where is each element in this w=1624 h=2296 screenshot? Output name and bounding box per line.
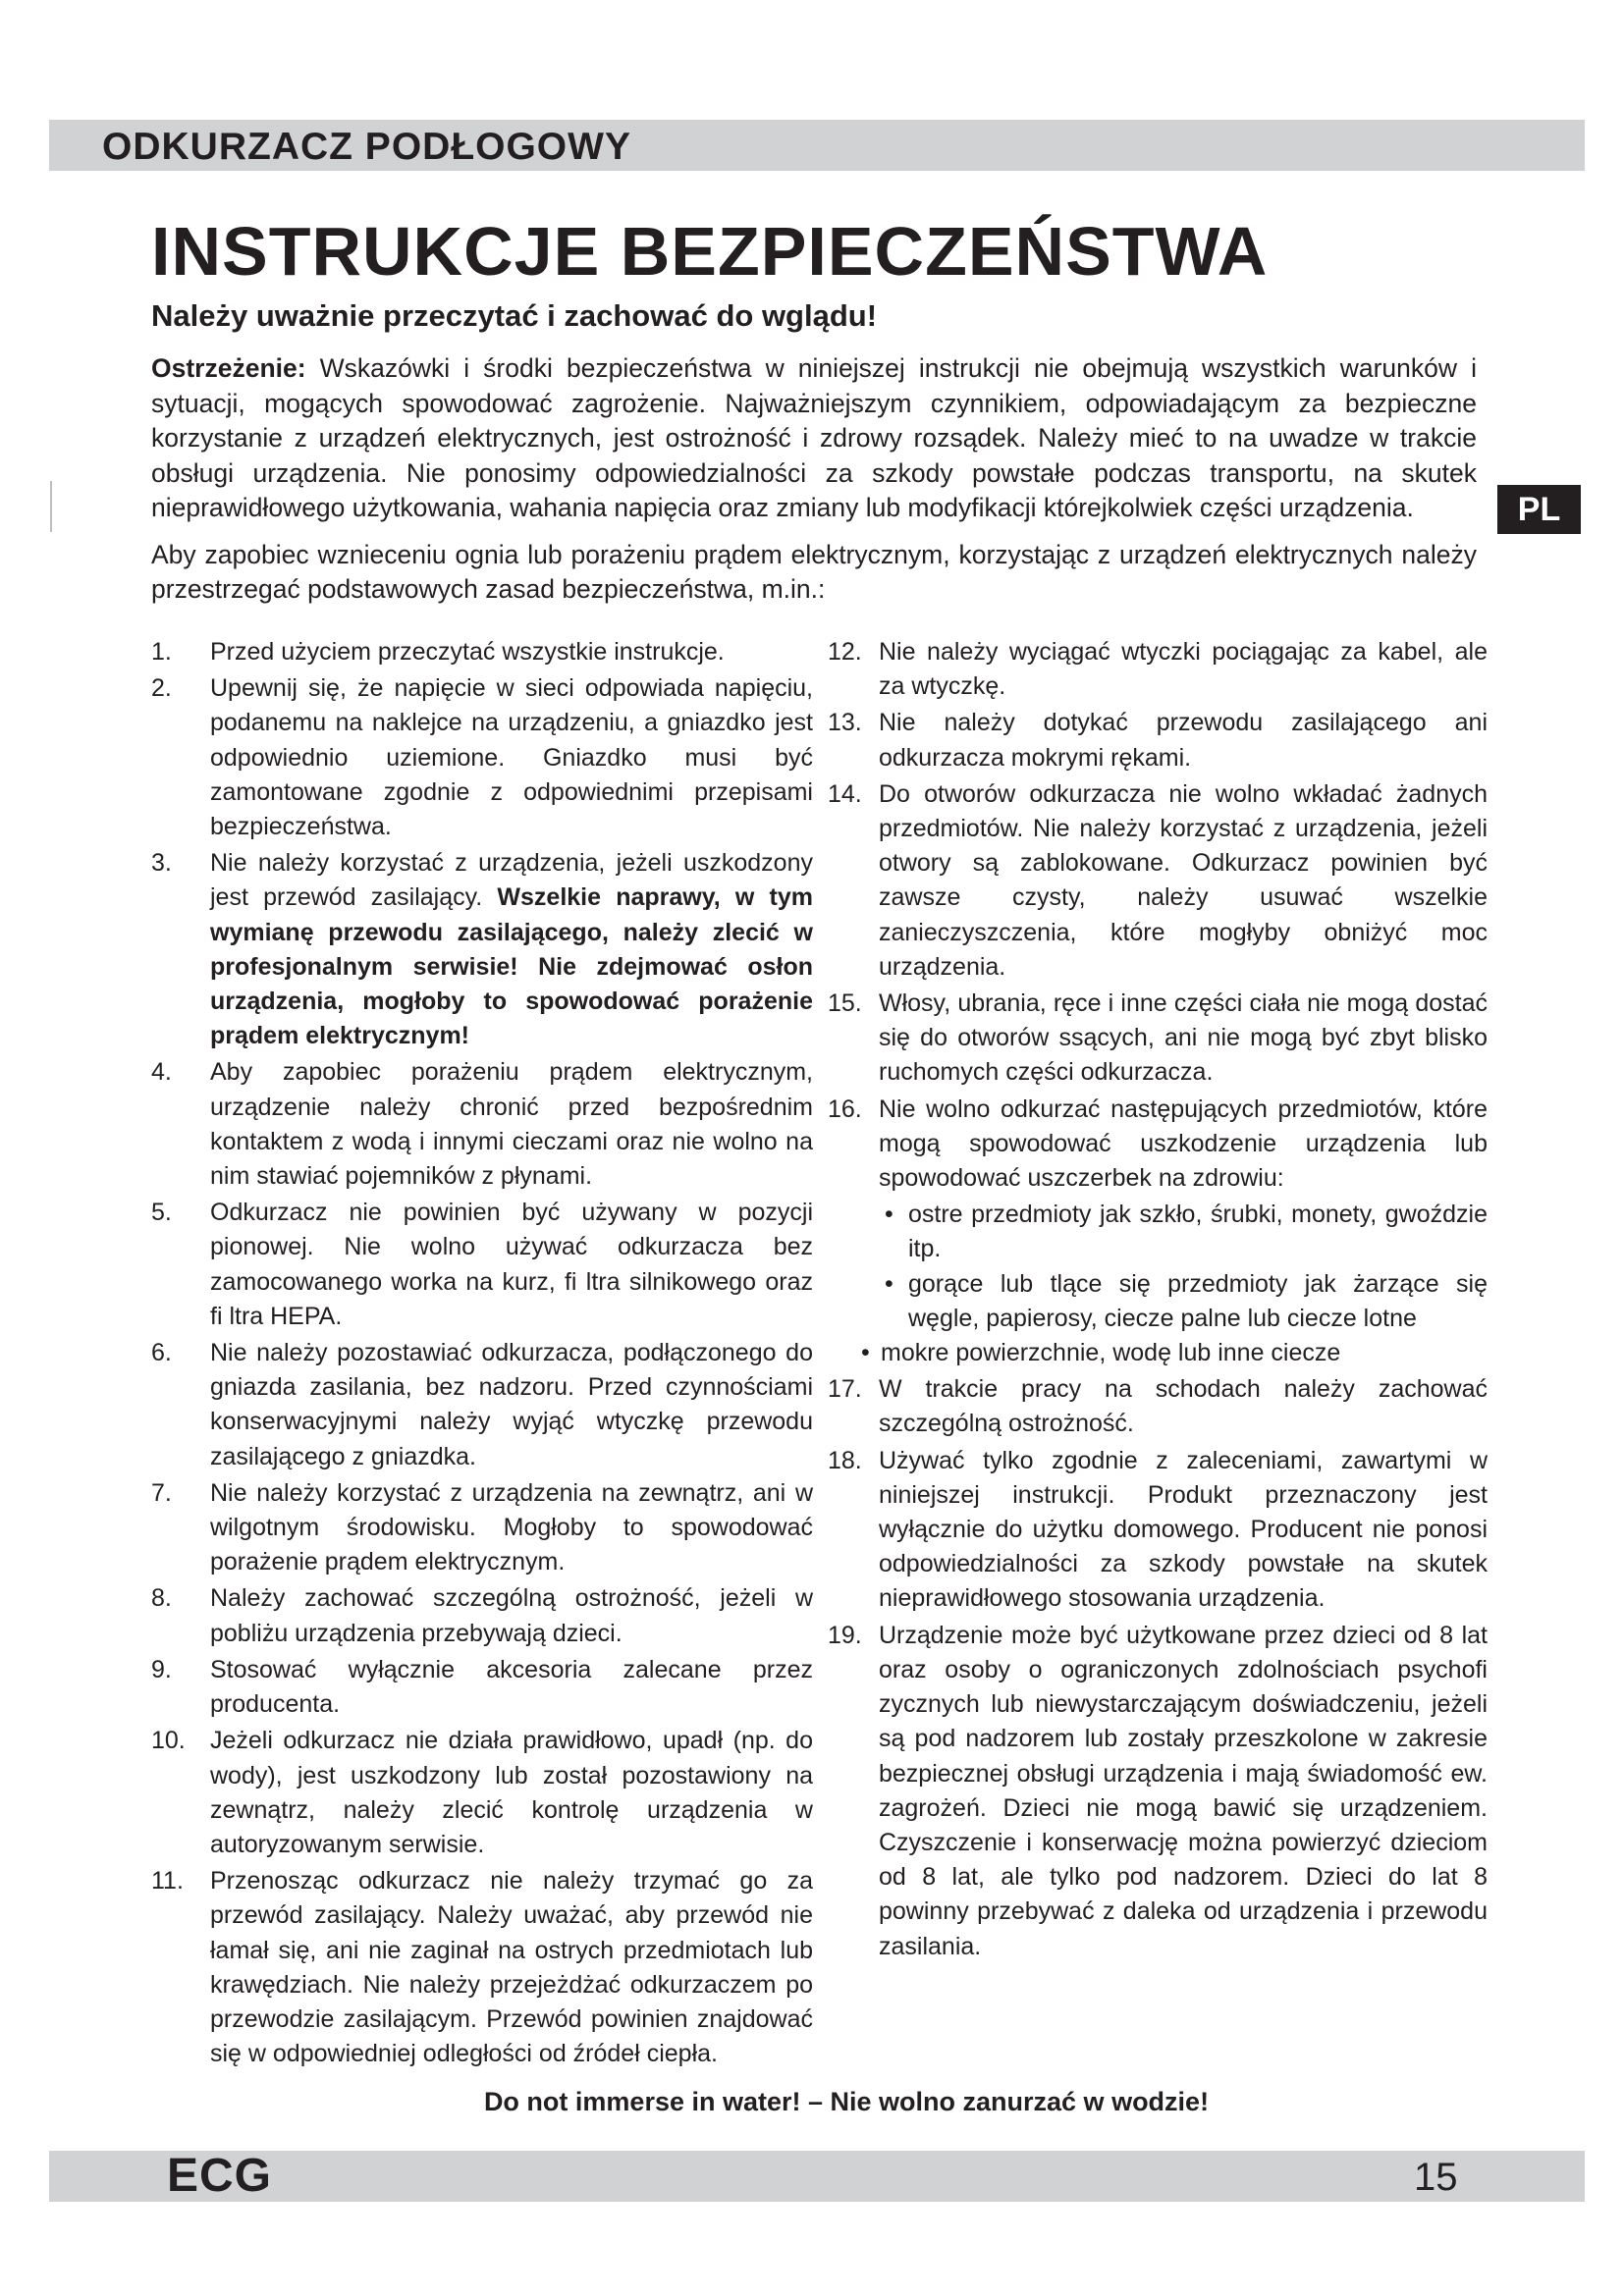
page-number: 15 — [1414, 2156, 1458, 2199]
item-text: Przenosząc odkurzacz nie należy trzymać go za przewód zasilający. Należy uważać, aby przewód nie łamał się, ani nie zaginał na ostrych przedmiotach lub krawędziach. Nie należy przejeżdżać odkurzaczem po przewodzie zasilającym. Przewód powinien znajdować się w odpowiedniej odległości od źródeł ciepła. — [210, 1867, 813, 2068]
item-text: Do otworów odkurzacza nie wolno wkładać żadnych przedmiotów. Nie należy korzystać z urządzenia, jeżeli otwory są zablokowane. Odkurzacz powinien być zawsze czysty, należy usuwać wszelkie zanieczyszczenia, które mogłyby obniżyć moc urządzenia. — [879, 779, 1488, 981]
item-number: 18. — [828, 1446, 862, 1474]
list-item — [151, 1581, 813, 1650]
item-text: Nie należy wyciągać wtyczki pociągając za kabel, ale za wtyczkę. — [879, 638, 1488, 701]
list-item — [151, 1724, 813, 1862]
list-item — [828, 1444, 1488, 1617]
warning-paragraph — [151, 351, 1477, 526]
list-item — [151, 1864, 813, 2071]
bullet-item: • ostre przedmioty jak szkło, śrubki, monety, gwoździe itp. — [879, 1198, 1488, 1266]
item-number: 10. — [151, 1727, 186, 1755]
item-text: Urządzenie może być użytkowane przez dzieci od 8 lat oraz osoby o ograniczonych zdolnościach psychofi zycznych lub niewystarczającym doświadczeniu, jeżeli są pod nadzorem lub zostały przeszkolone w zakresie bezpiecznej obsługi urządzenia i mają świadomość ew. zagrożeń. Dzieci nie mogą bawić się urządzeniem. Czyszczenie i konserwację można powierzyć dzieciom od 8 lat, ale tylko pod nadzorem. Dzieci do lat 8 powinny przebywać z daleka od urządzenia i przewodu zasilania. — [879, 1621, 1488, 1960]
item-number: 4. — [151, 1058, 172, 1087]
item-number: 15. — [828, 989, 862, 1018]
item-text: Nie należy dotykać przewodu zasilającego ani odkurzacza mokrymi rękami. — [879, 709, 1488, 772]
item-text: W trakcie pracy na schodach należy zachować szczególną ostrożność. — [879, 1375, 1488, 1438]
item-text: Odkurzacz nie powinien być używany w pozycji pionowej. Nie wolno używać odkurzacza bez zamocowanego worka na kurz, fi ltra silnikowego oraz fi ltra HEPA. — [210, 1199, 813, 1330]
list-item — [151, 635, 813, 669]
item-number: 3. — [151, 849, 172, 878]
item-number: 6. — [151, 1339, 172, 1367]
list-item — [151, 1653, 813, 1722]
footer-bar — [49, 2151, 1585, 2202]
safety-list-right — [828, 635, 1488, 1966]
item-number: 19. — [828, 1621, 862, 1649]
list-item — [828, 987, 1488, 1091]
footer-warning: Do not immerse in water! – Nie wolno zanurzać w wodzie! — [483, 2087, 1210, 2116]
warning-text: Wskazówki i środki bezpieczeństwa w niniejszej instrukcji nie obejmują wszystkich warunków i sytuacji, mogących spowodować zagrożenie. Najważniejszym czynnikiem, odpowiadającym za bezpieczne korzystanie z urządzeń elektrycznych, jest ostrożność i zdrowy rozsądek. Należy mieć to na uwadze w trakcie obsługi urządzenia. Nie ponosimy odpowiedzialności za szkody powstałe podczas transportu, na skutek nieprawidłowego użytkowania, wahania napięcia oraz zmiany lub modyfikacji którejkolwiek części urządzenia. — [151, 353, 1477, 522]
item-number: 13. — [828, 709, 862, 737]
section-title: ODKURZACZ PODŁOGOWY — [102, 126, 631, 168]
item-text: Włosy, ubrania, ręce i inne części ciała nie mogą dostać się do otworów ssących, ani nie mogą być zbyt blisko ruchomych części odkurzacza. — [879, 989, 1488, 1087]
list-item — [828, 1619, 1488, 1964]
item-number: 11. — [151, 1867, 184, 1896]
item-text: Jeżeli odkurzacz nie działa prawidłowo, upadł (np. do wody), jest uszkodzony lub został pozostawiony na zewnątrz, należy zlecić kontrolę urządzenia w autoryzowanym serwisie. — [210, 1727, 813, 1858]
bullet-item: • mokre powierzchnie, wodę lub inne ciecze — [857, 1336, 1488, 1370]
item-number: 8. — [151, 1584, 172, 1613]
list-item — [151, 1196, 813, 1334]
item-number: 2. — [151, 674, 172, 703]
item-text: Nie należy korzystać z urządzenia, jeżeli uszkodzony jest przewód zasilający. — [210, 849, 813, 912]
list-item — [151, 1476, 813, 1580]
page-title: INSTRUKCJE BEZPIECZEŃSTWA — [151, 213, 1269, 290]
bullet-list — [879, 1198, 1488, 1370]
list-item — [828, 635, 1488, 704]
item-text: Przed użyciem przeczytać wszystkie instrukcje. — [210, 638, 725, 666]
item-number: 16. — [828, 1095, 862, 1123]
item-number: 17. — [828, 1375, 862, 1404]
item-text: Aby zapobiec porażeniu prądem elektrycznym, urządzenie należy chronić przed bezpośrednim kontaktem z wodą i innymi cieczami oraz nie wolno na nim stawiać pojemników z płynami. — [210, 1058, 813, 1191]
item-number: 12. — [828, 638, 862, 666]
item-number: 9. — [151, 1655, 172, 1683]
item-text: Należy zachować szczególną ostrożność, jeżeli w pobliżu urządzenia przebywają dzieci. — [210, 1584, 813, 1647]
list-item — [151, 671, 813, 844]
item-number: 1. — [151, 638, 172, 666]
subtitle: Należy uważnie przeczytać i zachować do wglądu! — [151, 298, 878, 333]
list-item — [828, 777, 1488, 985]
list-item — [151, 846, 813, 1053]
item-bold-text: Wszelkie naprawy, w tym wymianę przewodu zasilającego, należy zlecić w profesjonalnym serwisie! Nie zdejmować osłon urządzenia, mogłoby to spowodować porażenie prądem elektrycznym! — [210, 883, 813, 1050]
item-number: 5. — [151, 1199, 172, 1227]
item-text: Nie należy korzystać z urządzenia na zewnątrz, ani w wilgotnym środowisku. Mogłoby to spowodować porażenie prądem elektrycznym. — [210, 1478, 813, 1576]
item-text: Upewnij się, że napięcie w sieci odpowiada napięciu, podanemu na naklejce na urządzeniu, a gniazdko jest odpowiednio uziemione. Gniazdko musi być zamontowane zgodnie z odpowiednimi przepisami bezpieczeństwa. — [210, 674, 813, 841]
language-badge: PL — [1497, 485, 1581, 534]
item-text: Nie wolno odkurzać następujących przedmiotów, które mogą spowodować uszkodzenie urządzenia lub spowodować uszczerbek na zdrowiu: — [879, 1095, 1488, 1193]
item-text: Nie należy pozostawiać odkurzacza, podłączonego do gniazda zasilania, bez nadzoru. Przed czynnościami konserwacyjnymi należy wyjąć wtyczkę przewodu zasilającego z gniazdka. — [210, 1339, 813, 1470]
bullet-item: • gorące lub tlące się przedmioty jak żarzące się węgle, papierosy, ciecze palne lub ciecze lotne — [879, 1267, 1488, 1336]
list-item — [828, 706, 1488, 774]
item-text: Stosować wyłącznie akcesoria zalecane przez producenta. — [210, 1655, 813, 1719]
item-text: Używać tylko zgodnie z zaleceniami, zawartymi w niniejszej instrukcji. Produkt przeznaczony jest wyłącznie do użytku domowego. Producent nie ponosi odpowiedzialności za szkody powstałe na skutek nieprawidłowego stosowania urządzenia. — [879, 1446, 1488, 1613]
warning-label: Ostrzeżenie: — [151, 353, 306, 383]
list-item — [151, 1336, 813, 1474]
intro-paragraph: Aby zapobiec wznieceniu ognia lub porażeniu prądem elektrycznym, korzystając z urządzeń elektrycznych należy przestrzegać podstawowych zasad bezpieczeństwa, m.in.: — [151, 539, 1477, 604]
safety-list-left — [151, 635, 813, 2073]
margin-rule — [50, 481, 52, 532]
list-item — [828, 1093, 1488, 1371]
item-number: 7. — [151, 1478, 172, 1507]
list-item — [828, 1372, 1488, 1441]
brand-logo: ECG — [167, 2150, 273, 2202]
item-number: 14. — [828, 779, 862, 808]
list-item — [151, 1055, 813, 1194]
intro — [151, 351, 1477, 608]
